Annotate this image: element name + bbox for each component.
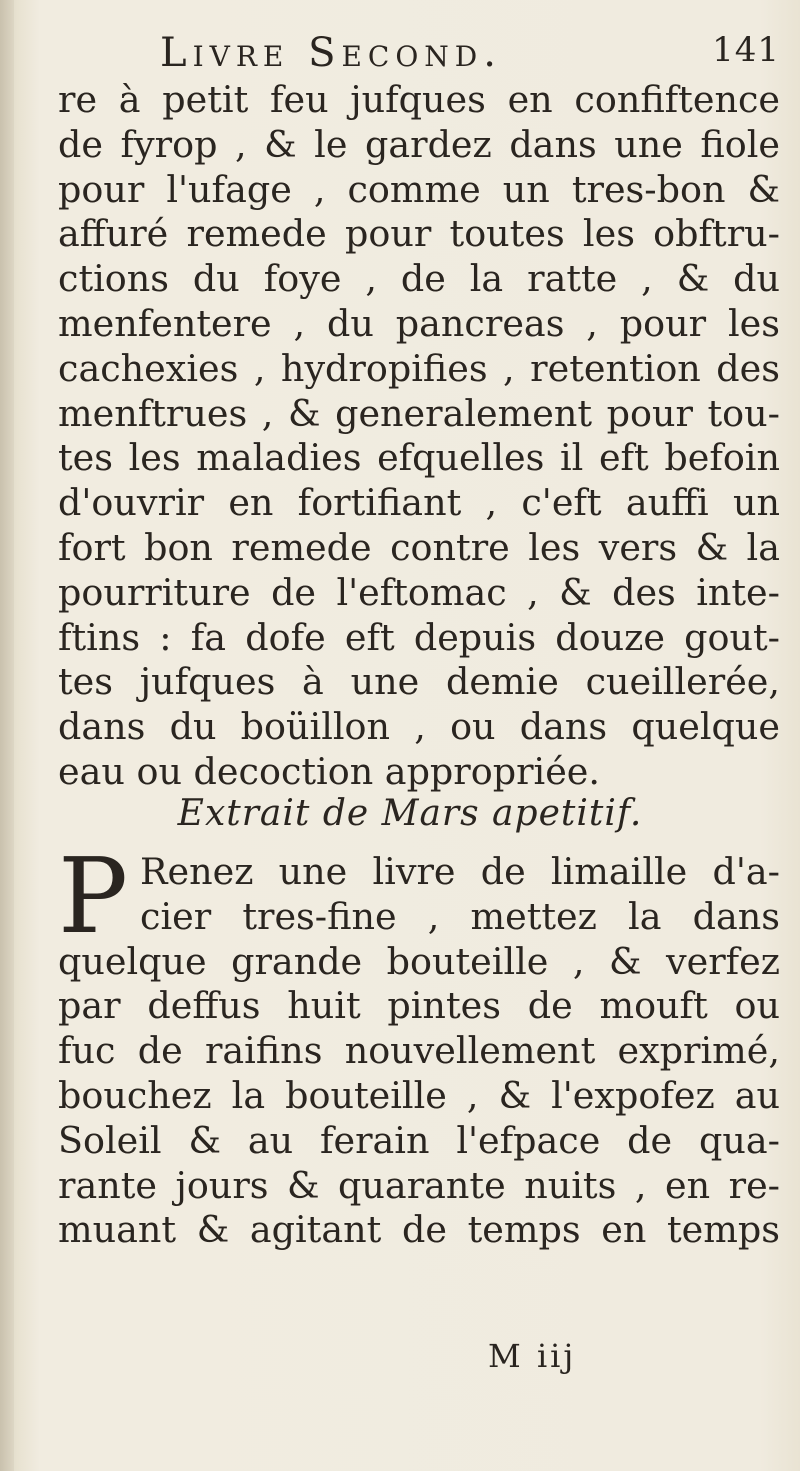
text-line: quelque grande bouteille , & verfez (58, 939, 780, 983)
running-header (160, 30, 780, 76)
drop-cap: P (58, 835, 128, 957)
text-line: muant & agitant de temps en temps (58, 1208, 780, 1252)
paragraph-recipe (58, 835, 780, 1253)
page-number: 141 (712, 30, 780, 70)
section-heading: Extrait de Mars apetitif. (177, 793, 643, 834)
text-line: rante jours & quarante nuits , en re- (58, 1163, 780, 1207)
text-line: menfentere , du pancreas , pour les (58, 301, 780, 345)
text-line: cachexies , hydropifies , retention des (58, 346, 780, 390)
text-line: Renez une livre de limaille d'a- (140, 850, 780, 893)
page-gutter (0, 0, 14, 1471)
signature-mark: M iij (488, 1337, 577, 1375)
text-line: fort bon remede contre les vers & la (58, 525, 780, 569)
text-line: re à petit feu jufques en confiftence (58, 78, 780, 121)
paragraph-continuation (58, 78, 780, 795)
text-line: ctions du foye , de la ratte , & du (58, 257, 780, 301)
text-line: Soleil & au ferain l'efpace de qua- (58, 1118, 780, 1162)
running-title: Livre Second. (160, 30, 502, 76)
text-line: cier tres-fine , mettez la dans (140, 894, 780, 938)
text-line: affuré remede pour toutes les obftru- (58, 212, 780, 256)
text-line: ftins : fa dofe eft depuis douze gout- (58, 615, 780, 659)
text-line: dans du boüillon , ou dans quelque (58, 705, 780, 749)
text-line: de fyrop , & le gardez dans une fiole (58, 122, 780, 166)
text-line: pourriture de l'eftomac , & des inte- (58, 570, 780, 614)
text-line: d'ouvrir en fortifiant , c'eft auffi un (58, 481, 780, 525)
text-line: tes les maladies efquelles il eft befoin (58, 436, 780, 480)
text-line: fuc de raifins nouvellement exprimé, (58, 1029, 780, 1073)
text-line: bouchez la bouteille , & l'expofez au (58, 1073, 780, 1117)
text-line-last: eau ou decoction appropriée. (58, 749, 601, 793)
text-line: tes jufques à une demie cueillerée, (58, 660, 780, 704)
text-line: pour l'ufage , comme un tres-bon & (58, 167, 780, 211)
text-line: par deffus huit pintes de mouft ou (58, 984, 780, 1028)
text-line: menftrues , & generalement pour tou- (58, 391, 780, 435)
